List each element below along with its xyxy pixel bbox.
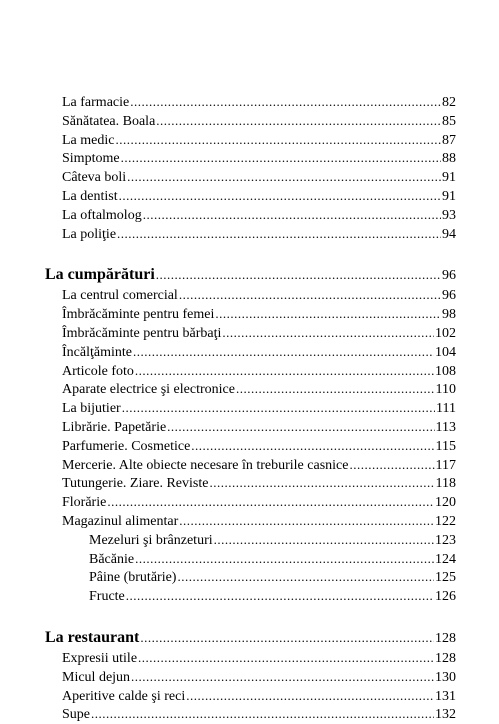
toc-entry bbox=[62, 113, 456, 131]
section-title: La cumpărături bbox=[45, 266, 155, 284]
toc-entry bbox=[62, 94, 456, 112]
section-page-number: 96 bbox=[442, 268, 456, 284]
dot-leader bbox=[177, 569, 434, 585]
entry-title: Tutungerie. Ziare. Reviste bbox=[62, 476, 209, 492]
entry-page-number: 120 bbox=[435, 495, 456, 511]
entry-page-number: 128 bbox=[435, 651, 456, 666]
entry-title: Mercerie. Alte obiecte necesare în treburile casnice bbox=[62, 457, 349, 473]
dot-leader bbox=[214, 532, 434, 548]
entry-page-number: 93 bbox=[442, 207, 456, 223]
entry-title: La bijutier bbox=[62, 401, 121, 417]
dot-leader bbox=[127, 169, 441, 185]
toc-entry bbox=[62, 363, 456, 381]
dot-leader bbox=[131, 669, 434, 685]
entry-page-number: 117 bbox=[435, 457, 456, 473]
entry-page-number: 85 bbox=[442, 113, 456, 129]
toc-entry bbox=[62, 325, 456, 343]
toc-entry bbox=[62, 132, 456, 150]
toc-subentry bbox=[89, 532, 456, 550]
entry-title: Aparate electrice şi electronice bbox=[62, 382, 235, 398]
dot-leader bbox=[236, 381, 435, 397]
toc-entry bbox=[62, 706, 456, 724]
dot-leader bbox=[135, 363, 434, 379]
dot-leader bbox=[122, 400, 435, 416]
entry-page-number: 96 bbox=[442, 288, 456, 304]
dot-leader bbox=[156, 267, 441, 283]
entry-title: Mezeluri şi brânzeturi bbox=[89, 532, 213, 548]
entry-title: Magazinul alimentar bbox=[62, 514, 179, 529]
entry-page-number: 130 bbox=[435, 669, 456, 685]
entry-title: La poliţie bbox=[62, 226, 117, 242]
entry-page-number: 113 bbox=[435, 420, 456, 435]
dot-leader bbox=[179, 513, 434, 529]
entry-title: Îmbrăcăminte pentru femei bbox=[62, 307, 215, 323]
entry-title: La farmacie bbox=[62, 95, 130, 110]
entry-page-number: 132 bbox=[435, 707, 456, 723]
entry-title: Articole foto bbox=[62, 363, 134, 379]
entry-page-number: 108 bbox=[435, 363, 456, 379]
dot-leader bbox=[119, 188, 441, 204]
toc-entry bbox=[62, 226, 456, 244]
entry-title: Florărie bbox=[62, 495, 107, 511]
toc-subentry bbox=[89, 551, 456, 569]
toc-subentry bbox=[89, 588, 456, 606]
dot-leader bbox=[179, 287, 441, 303]
entry-page-number: 104 bbox=[435, 344, 456, 360]
entry-page-number: 94 bbox=[442, 226, 456, 242]
toc-entry bbox=[62, 475, 456, 493]
dot-leader bbox=[117, 226, 441, 242]
entry-page-number: 82 bbox=[442, 95, 456, 110]
entry-page-number: 91 bbox=[442, 189, 456, 204]
entry-page-number: 98 bbox=[442, 307, 456, 323]
entry-page-number: 126 bbox=[435, 589, 456, 605]
dot-leader bbox=[126, 588, 434, 604]
toc-entry bbox=[62, 188, 456, 206]
toc-entry bbox=[62, 419, 456, 437]
section-title: La restaurant bbox=[45, 629, 140, 646]
dot-leader bbox=[135, 551, 434, 567]
entry-page-number: 124 bbox=[435, 551, 456, 567]
dot-leader bbox=[91, 706, 434, 722]
dot-leader bbox=[130, 94, 441, 110]
toc-entry bbox=[62, 457, 456, 475]
toc-entry bbox=[62, 306, 456, 324]
entry-page-number: 131 bbox=[435, 688, 456, 704]
entry-title: Simptome bbox=[62, 151, 120, 167]
entry-title: Parfumerie. Cosmetice bbox=[62, 438, 191, 454]
entry-title: Băcănie bbox=[89, 551, 135, 567]
entry-title: Pâine (brutărie) bbox=[89, 570, 177, 586]
toc-entry bbox=[62, 150, 456, 168]
toc-entry bbox=[62, 400, 456, 418]
entry-title: Micul dejun bbox=[62, 669, 131, 685]
toc-entry bbox=[62, 650, 456, 668]
dot-leader bbox=[191, 438, 434, 454]
entry-page-number: 87 bbox=[442, 132, 456, 148]
dot-leader bbox=[156, 113, 441, 129]
entry-page-number: 125 bbox=[435, 570, 456, 586]
entry-title: Expresii utile bbox=[62, 651, 138, 666]
entry-page-number: 102 bbox=[435, 326, 456, 341]
entry-title: La centrul comercial bbox=[62, 288, 178, 304]
section-page-number: 128 bbox=[435, 631, 456, 646]
entry-title: Câteva boli bbox=[62, 170, 127, 186]
dot-leader bbox=[140, 630, 434, 646]
entry-page-number: 115 bbox=[435, 438, 456, 454]
toc-entry bbox=[62, 344, 456, 362]
dot-leader bbox=[215, 306, 441, 322]
entry-title: Supe bbox=[62, 707, 90, 723]
toc-entry bbox=[62, 287, 456, 305]
toc-entry bbox=[62, 688, 456, 706]
dot-leader bbox=[349, 457, 434, 473]
dot-leader bbox=[133, 344, 434, 360]
dot-leader bbox=[167, 419, 434, 435]
dot-leader bbox=[209, 475, 434, 491]
entry-title: La medic bbox=[62, 132, 115, 148]
toc-entry bbox=[62, 207, 456, 225]
entry-title: Aperitive calde şi reci bbox=[62, 688, 186, 704]
entry-page-number: 122 bbox=[435, 514, 456, 529]
dot-leader bbox=[222, 325, 434, 341]
entry-title: Librărie. Papetărie bbox=[62, 420, 167, 435]
section-heading bbox=[45, 265, 456, 285]
entry-page-number: 110 bbox=[435, 382, 456, 398]
entry-title: Fructe bbox=[89, 589, 125, 605]
toc-entry bbox=[62, 669, 456, 687]
dot-leader bbox=[121, 150, 441, 166]
section-heading bbox=[45, 628, 456, 648]
entry-page-number: 123 bbox=[435, 532, 456, 548]
entry-page-number: 118 bbox=[435, 476, 456, 492]
dot-leader bbox=[115, 132, 441, 148]
toc-entry bbox=[62, 494, 456, 512]
entry-title: Sănătatea. Boala bbox=[62, 113, 156, 129]
toc-entry bbox=[62, 169, 456, 187]
entry-title: Încălţăminte bbox=[62, 344, 132, 360]
entry-title: La dentist bbox=[62, 189, 118, 204]
dot-leader bbox=[107, 494, 434, 510]
toc-entry bbox=[62, 513, 456, 531]
dot-leader bbox=[186, 688, 434, 704]
dot-leader bbox=[143, 207, 441, 223]
entry-page-number: 88 bbox=[442, 151, 456, 167]
entry-page-number: 91 bbox=[442, 170, 456, 186]
toc-subentry bbox=[89, 569, 456, 587]
toc-entry bbox=[62, 381, 456, 399]
entry-title: Îmbrăcăminte pentru bărbaţi bbox=[62, 326, 222, 341]
entry-title: La oftalmolog bbox=[62, 207, 142, 223]
dot-leader bbox=[138, 650, 434, 666]
toc-entry bbox=[62, 438, 456, 456]
entry-page-number: 111 bbox=[436, 401, 456, 417]
